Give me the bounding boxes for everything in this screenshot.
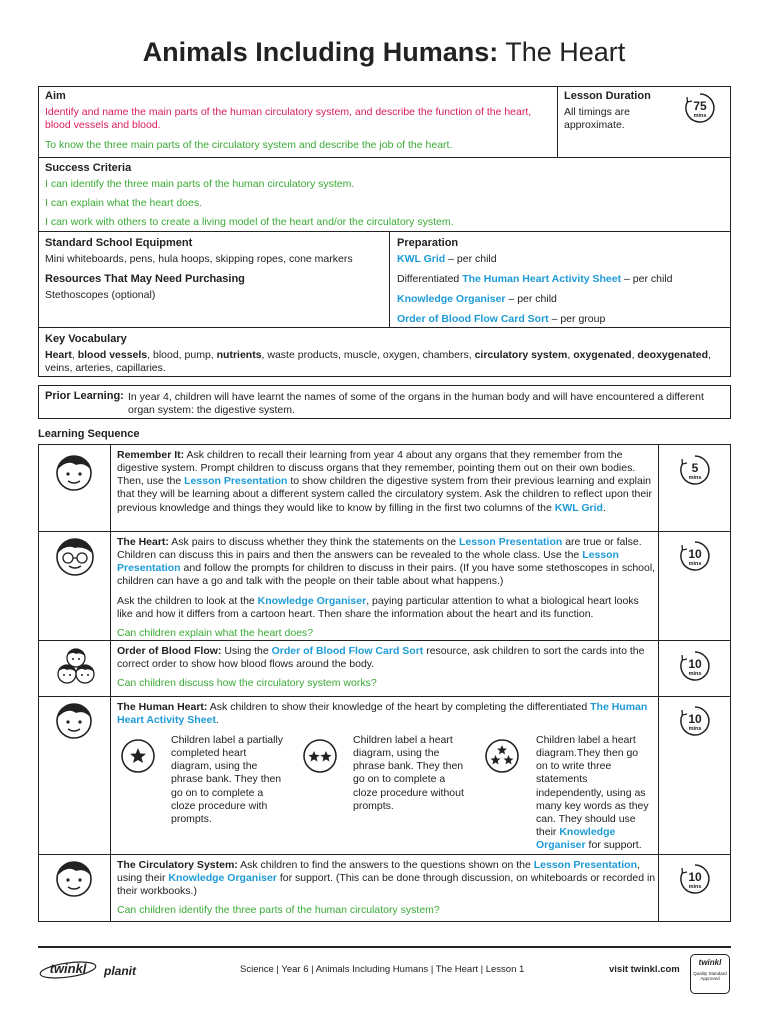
- timer-icon-75: [684, 92, 716, 124]
- aim-objective: Identify and name the main parts of the human circulatory system, and describe the function of the heart, blood vessels and blood.: [45, 105, 532, 131]
- duration-heading: Lesson Duration: [564, 90, 651, 102]
- duration-section: [564, 90, 674, 132]
- twinkl-logo: [38, 958, 98, 980]
- sequence-row-human-heart: The Human Heart: Ask children to show their knowledge of the heart by completing the differentiated The Human Heart Activity Sheet. Children label a partially completed heart diagram, using the phrase bank. They then go on to complete a cloze procedure with prompts. Children label a heart diagram, using the phrase bank. They then go on to complete a cloze procedure without prompts. Children label a heart diagram.They then go on to write three statements independently, using as many key words as they can. They should use their Knowledge Organiser for support. 10 mins: [38, 696, 731, 855]
- learning-sequence-heading: Learning Sequence: [38, 428, 140, 440]
- group-faces-icon: [56, 647, 96, 687]
- svg-text:mins: mins: [688, 884, 702, 890]
- two-star-icon: [301, 737, 339, 775]
- title-rest: The Heart: [498, 37, 626, 67]
- timer-icon-5: [679, 454, 711, 486]
- child-face-icon: [54, 701, 94, 741]
- timer-icon-10: [679, 650, 711, 682]
- equipment-heading: Standard School Equipment: [45, 237, 193, 249]
- success-criteria: [45, 162, 725, 229]
- svg-text:mins: mins: [688, 561, 702, 567]
- assessment-question: Can children discuss how the circulatory system works?: [117, 677, 377, 690]
- card-sort-link[interactable]: Order of Blood Flow Card Sort: [397, 313, 549, 326]
- assessment-question: Can children explain what the heart does?: [117, 626, 314, 639]
- one-star-icon: [119, 737, 157, 775]
- aim-heading: Aim: [45, 90, 66, 102]
- kwl-grid-link[interactable]: KWL Grid: [554, 501, 603, 514]
- pair-faces-icon: [54, 536, 96, 578]
- aim-section: [45, 90, 550, 152]
- title-bold: Animals Including Humans:: [142, 37, 499, 67]
- svg-text:mins: mins: [688, 726, 702, 732]
- lesson-presentation-link[interactable]: Lesson Presentation: [117, 549, 619, 575]
- sequence-row-remember: Remember It: Ask children to recall their learning from year 4 about any organs that they remember from the digestive system. Prompt children to discuss organs that they remember, pointing them out on their own bodies. Then, use the Lesson Presentation to show children the digestive system from their previous learning and explain that they will be learning about a different system called the circulatory system. Ask the children to reflect upon their previous knowledge and things they would like to know by filling in the first two columns of the KWL Grid. 5 mins: [38, 444, 731, 532]
- preparation-section: Preparation KWL Grid – per child Differentiated The Human Heart Activity Sheet – per child Knowledge Organiser – per child Order of Blood Flow Card Sort – per group: [397, 237, 727, 326]
- duration-text: All timings are approximate.: [564, 105, 630, 131]
- timer-icon-10: [679, 705, 711, 737]
- svg-text:10: 10: [688, 657, 702, 671]
- duration-number: 75: [693, 99, 707, 113]
- equipment-text: Mini whiteboards, pens, hula hoops, skipping ropes, cone markers: [45, 252, 353, 265]
- preparation-heading: Preparation: [397, 237, 459, 249]
- svg-text:5: 5: [691, 461, 699, 475]
- svg-text:twinkl: twinkl: [49, 961, 87, 976]
- knowledge-organiser-link[interactable]: Knowledge Organiser: [257, 594, 367, 607]
- challenge-two-text: Children label a heart diagram, using the phrase bank. They then go on to complete a cloze procedure without prompts.: [353, 734, 464, 812]
- duration-unit: mins: [693, 113, 707, 119]
- activity-sheet-link[interactable]: The Human Heart Activity Sheet: [117, 701, 648, 727]
- visit-twinkl-link[interactable]: visit twinkl.com: [609, 964, 680, 975]
- lesson-presentation-link[interactable]: Lesson Presentation: [459, 536, 563, 548]
- knowledge-organiser-link[interactable]: Knowledge Organiser: [168, 872, 277, 885]
- challenge-three-text: Children label a heart diagram.They then go on to write three statements independently, using as many key words as they can. They should use their Knowledge Organiser for support.: [536, 734, 649, 851]
- svg-text:mins: mins: [688, 671, 702, 677]
- child-face-icon: [54, 453, 94, 493]
- sequence-row-circulatory: The Circulatory System: Ask children to find the answers to the questions shown on the Lesson Presentation, using their Knowledge Organiser for support. (This can be done through discussion, on whiteboards or recorded in their workbooks.) Can children identify the three parts of the human circulatory system? 10 mins: [38, 854, 731, 922]
- svg-text:mins: mins: [688, 475, 702, 481]
- card-sort-link[interactable]: Order of Blood Flow Card Sort: [271, 645, 424, 657]
- sequence-row-heart: The Heart: Ask pairs to discuss whether they think the statements on the Lesson Presentation are true or false. Children can discuss this in pairs and then the answers can be revealed to the whole class. Use the Lesson Presentation and follow the prompts for children to discuss in their pairs. (If you have some stethoscopes in school, children can have a go and talk with the people on their table about what happens.) Ask the children to look at the Knowledge Organiser, paying particular attention to what a biological heart looks like and how it differs from a cartoon heart. Then share the information about the heart and its function. Can children explain what the heart does? 10 mins: [38, 531, 731, 641]
- svg-text:10: 10: [688, 547, 702, 561]
- activity-sheet-link[interactable]: The Human Heart Activity Sheet: [462, 272, 622, 285]
- purchase-text: Stethoscopes (optional): [45, 288, 156, 301]
- success-heading: Success Criteria: [45, 162, 132, 174]
- lesson-presentation-link[interactable]: Lesson Presentation: [184, 475, 288, 488]
- assessment-question: Can children identify the three parts of the human circulatory system?: [117, 904, 440, 917]
- timer-icon-10: [679, 540, 711, 572]
- prior-text: In year 4, children will have learnt the names of some of the organs in the human body and will have encountered a different organ system: the digestive system.: [128, 391, 704, 417]
- footer-divider: [38, 946, 731, 948]
- knowledge-organiser-link[interactable]: Knowledge Organiser: [536, 825, 616, 851]
- knowledge-organiser-link[interactable]: Knowledge Organiser: [397, 293, 506, 305]
- svg-text:10: 10: [688, 712, 702, 726]
- three-star-icon: [483, 737, 521, 775]
- prior-heading: Prior Learning:: [45, 390, 124, 402]
- svg-text:10: 10: [688, 870, 702, 884]
- quality-badge: twinkl Quality Standard Approved: [690, 954, 730, 994]
- success-item: I can explain what the heart does.: [45, 196, 203, 209]
- planit-logo: planit: [104, 964, 136, 978]
- prior-learning: [38, 385, 731, 419]
- kwl-grid-link[interactable]: KWL Grid: [397, 252, 446, 265]
- success-item: I can work with others to create a living model of the heart and/or the circulatory system.: [45, 216, 454, 228]
- aim-know: To know the three main parts of the circulatory system and describe the job of the heart.: [45, 139, 453, 151]
- vocab-heading: Key Vocabulary: [45, 333, 127, 345]
- page-title: [0, 36, 768, 70]
- purchase-heading: Resources That May Need Purchasing: [45, 272, 245, 285]
- sequence-row-blood-flow: Order of Blood Flow: Using the Order of Blood Flow Card Sort resource, ask children to sort the cards into the correct order to show how blood flows around the body. Can children discuss how the circulatory system works? 10 mins: [38, 640, 731, 697]
- challenge-one-text: Children label a partially completed heart diagram, using the phrase bank. They then go on to complete a cloze procedure with prompts.: [171, 734, 284, 825]
- timer-icon-10: [679, 863, 711, 895]
- footer-lesson-info: Science | Year 6 | Animals Including Humans | The Heart | Lesson 1: [240, 964, 525, 975]
- key-vocabulary: Key Vocabulary Heart, blood vessels, blood, pump, nutrients, waste products, muscle, oxygen, chambers, circulatory system, oxygenated, deoxygenated, veins, arteries, capillaries.: [45, 333, 725, 375]
- equipment-section: [45, 237, 385, 302]
- child-face-icon: [54, 859, 94, 899]
- success-item: I can identify the three main parts of the human circulatory system.: [45, 177, 355, 190]
- lesson-presentation-link[interactable]: Lesson Presentation: [533, 859, 638, 871]
